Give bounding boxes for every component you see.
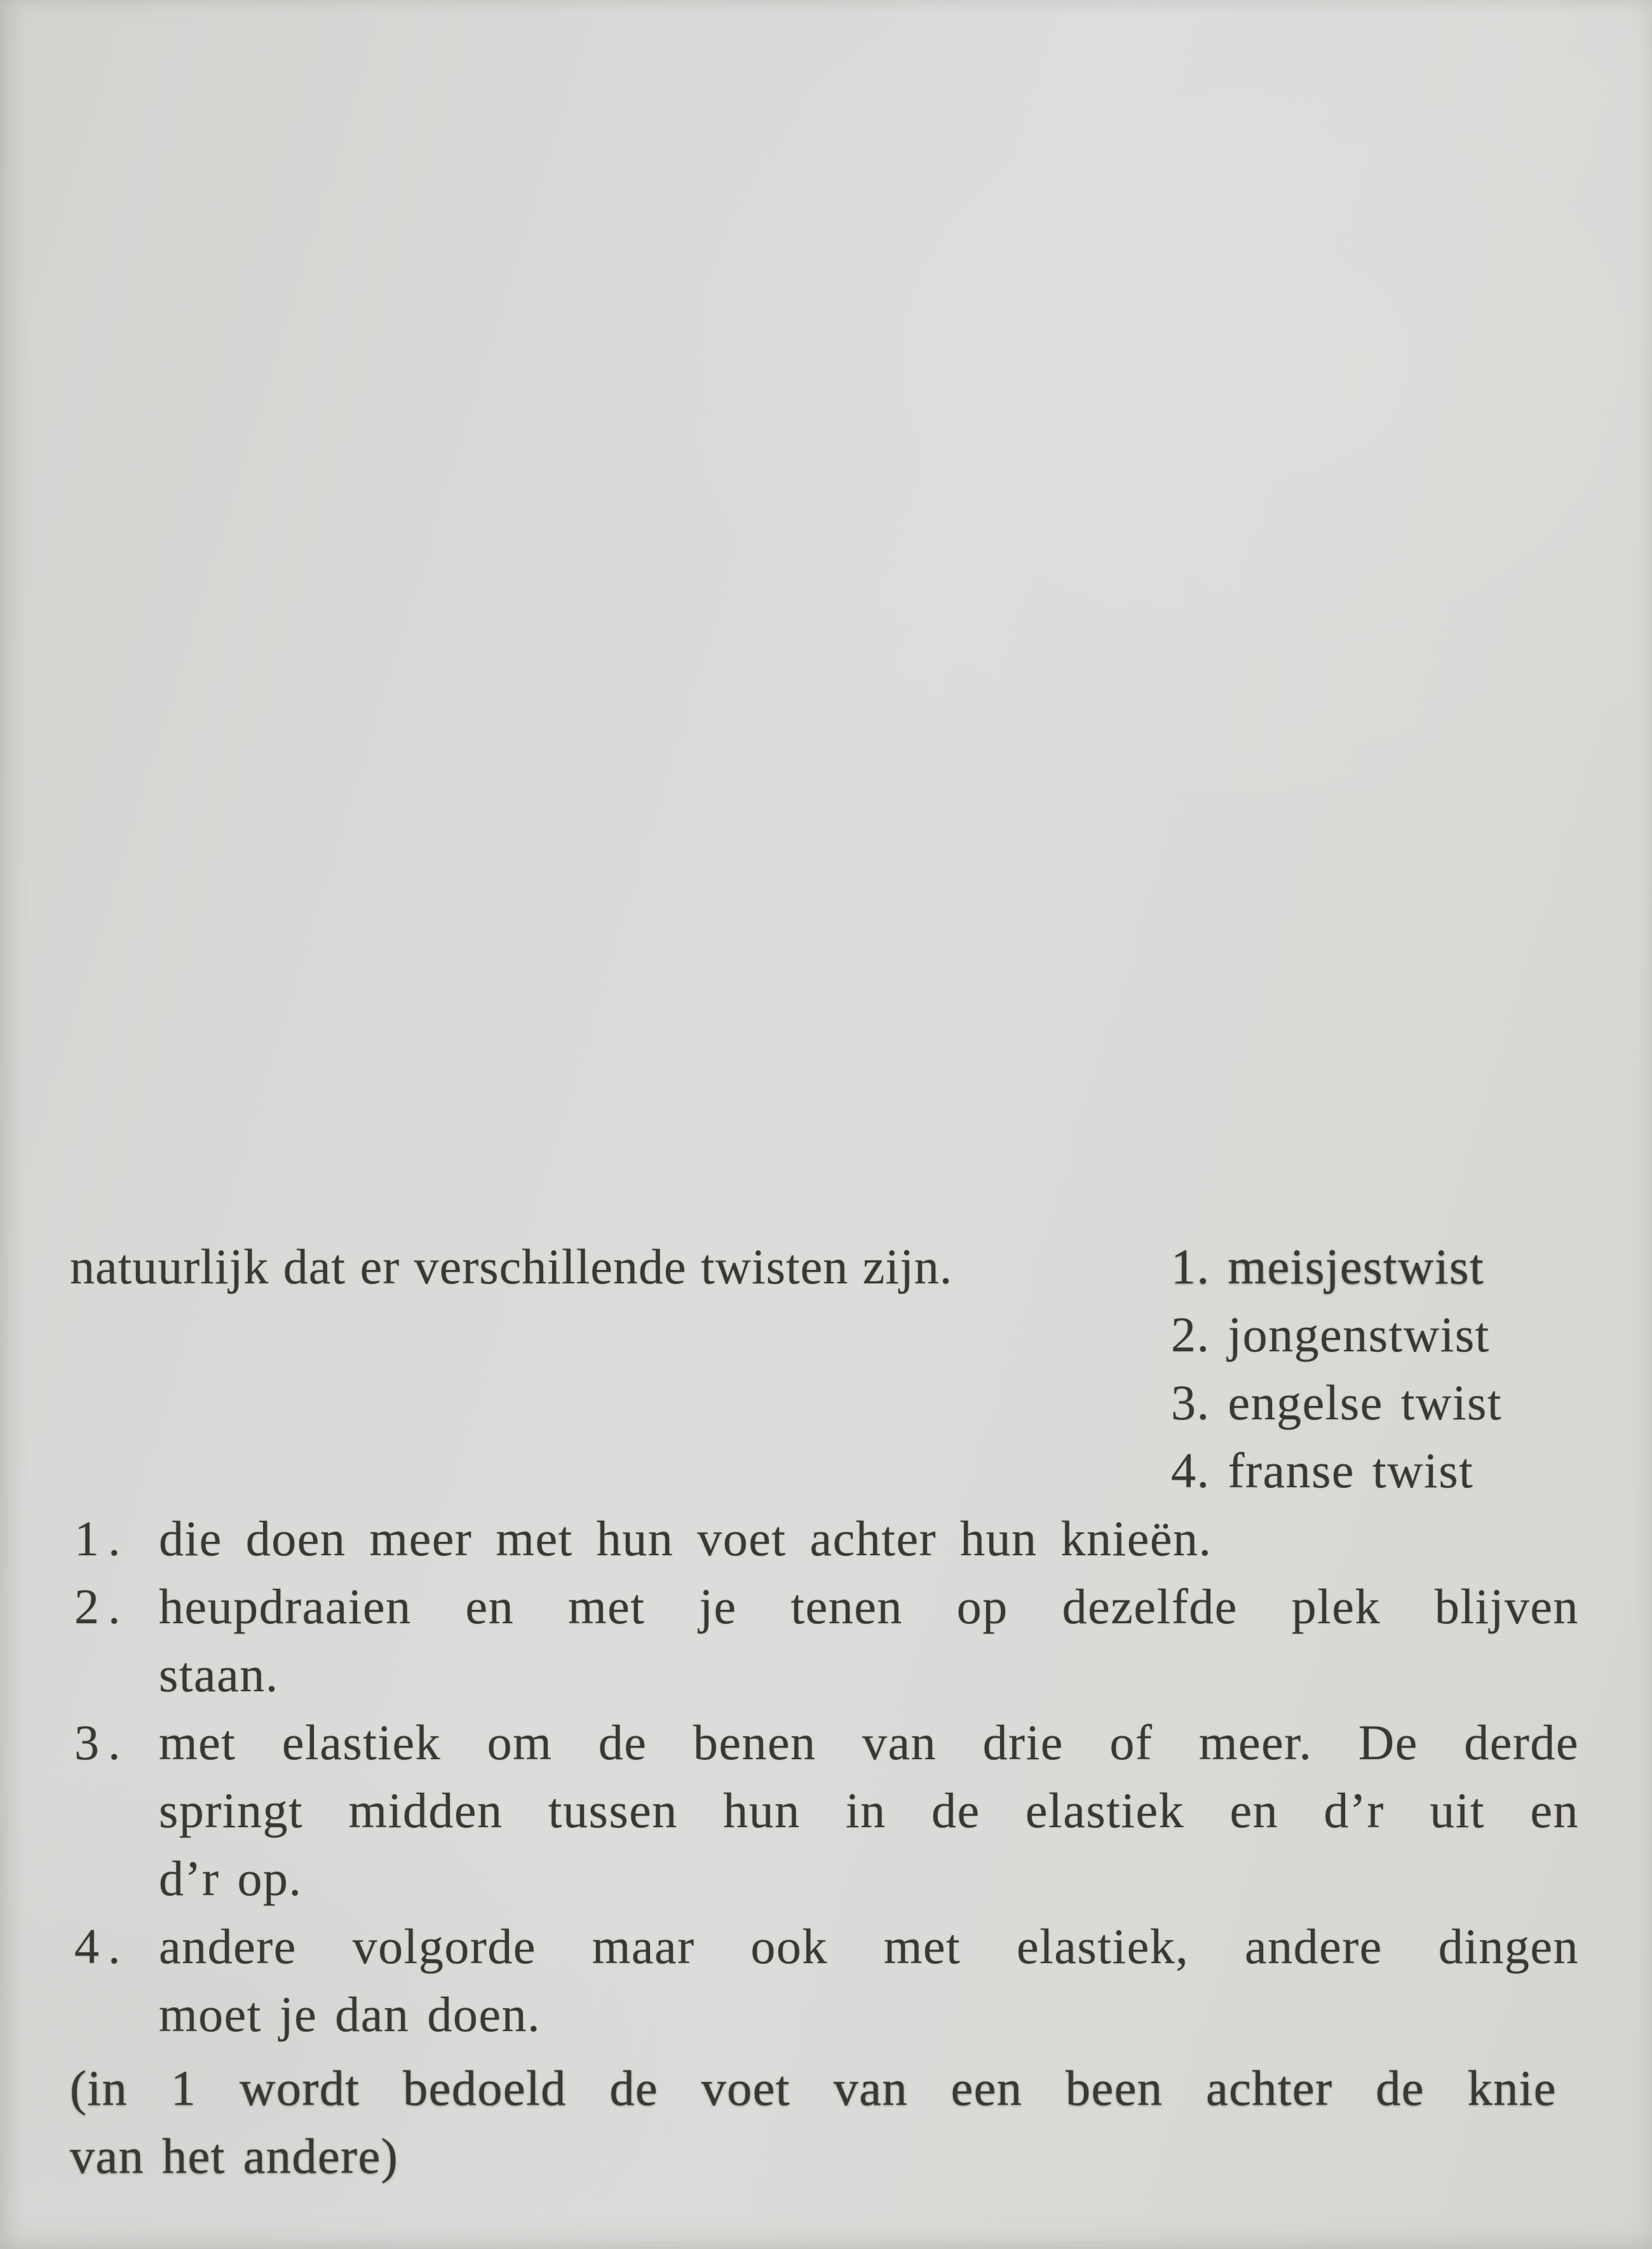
list-item-2-text: heupdraaien en met je tenen op dezelfde plek blijven [159,1579,1579,1634]
list-item-1-marker: 1. [74,1511,130,1566]
list-item-4-text: andere volgorde maar ook met elastiek, andere dingen [159,1919,1579,1974]
list-item-4-line-1 [74,1919,1579,1975]
list-item-3-line-1 [74,1715,1579,1771]
twist-type-3: 3. engelse twist [1171,1375,1503,1430]
list-item-4-line-2: moet je dan doen. [159,1987,541,2042]
list-item-2-line-1 [74,1579,1579,1635]
list-item-3-line-3: d’r op. [159,1851,302,1906]
list-item-1-text: die doen meer met hun voet achter hun knieën. [159,1511,1212,1566]
list-item-1-line-1 [74,1511,1212,1567]
list-item-4-marker: 4. [74,1919,130,1974]
twist-type-4: 4. franse twist [1171,1443,1474,1498]
list-item-2-marker: 2. [74,1579,130,1634]
list-item-3-marker: 3. [74,1715,130,1770]
twist-type-2: 2. jongenstwist [1171,1307,1490,1362]
twist-type-1: 1. meisjestwist [1171,1239,1485,1294]
list-item-2-line-2: staan. [159,1647,279,1702]
list-item-3-text: met elastiek om de benen van drie of meer. De derde [159,1715,1579,1770]
intro-line: natuurlijk dat er verschillende twisten zijn. [70,1239,953,1294]
list-item-3-line-2: springt midden tussen hun in de elastiek en d’r uit en [159,1783,1579,1838]
footnote-line-1: (in 1 wordt bedoeld de voet van een been achter de knie [70,2060,1557,2116]
footnote-line-2: van het andere) [70,2128,399,2184]
